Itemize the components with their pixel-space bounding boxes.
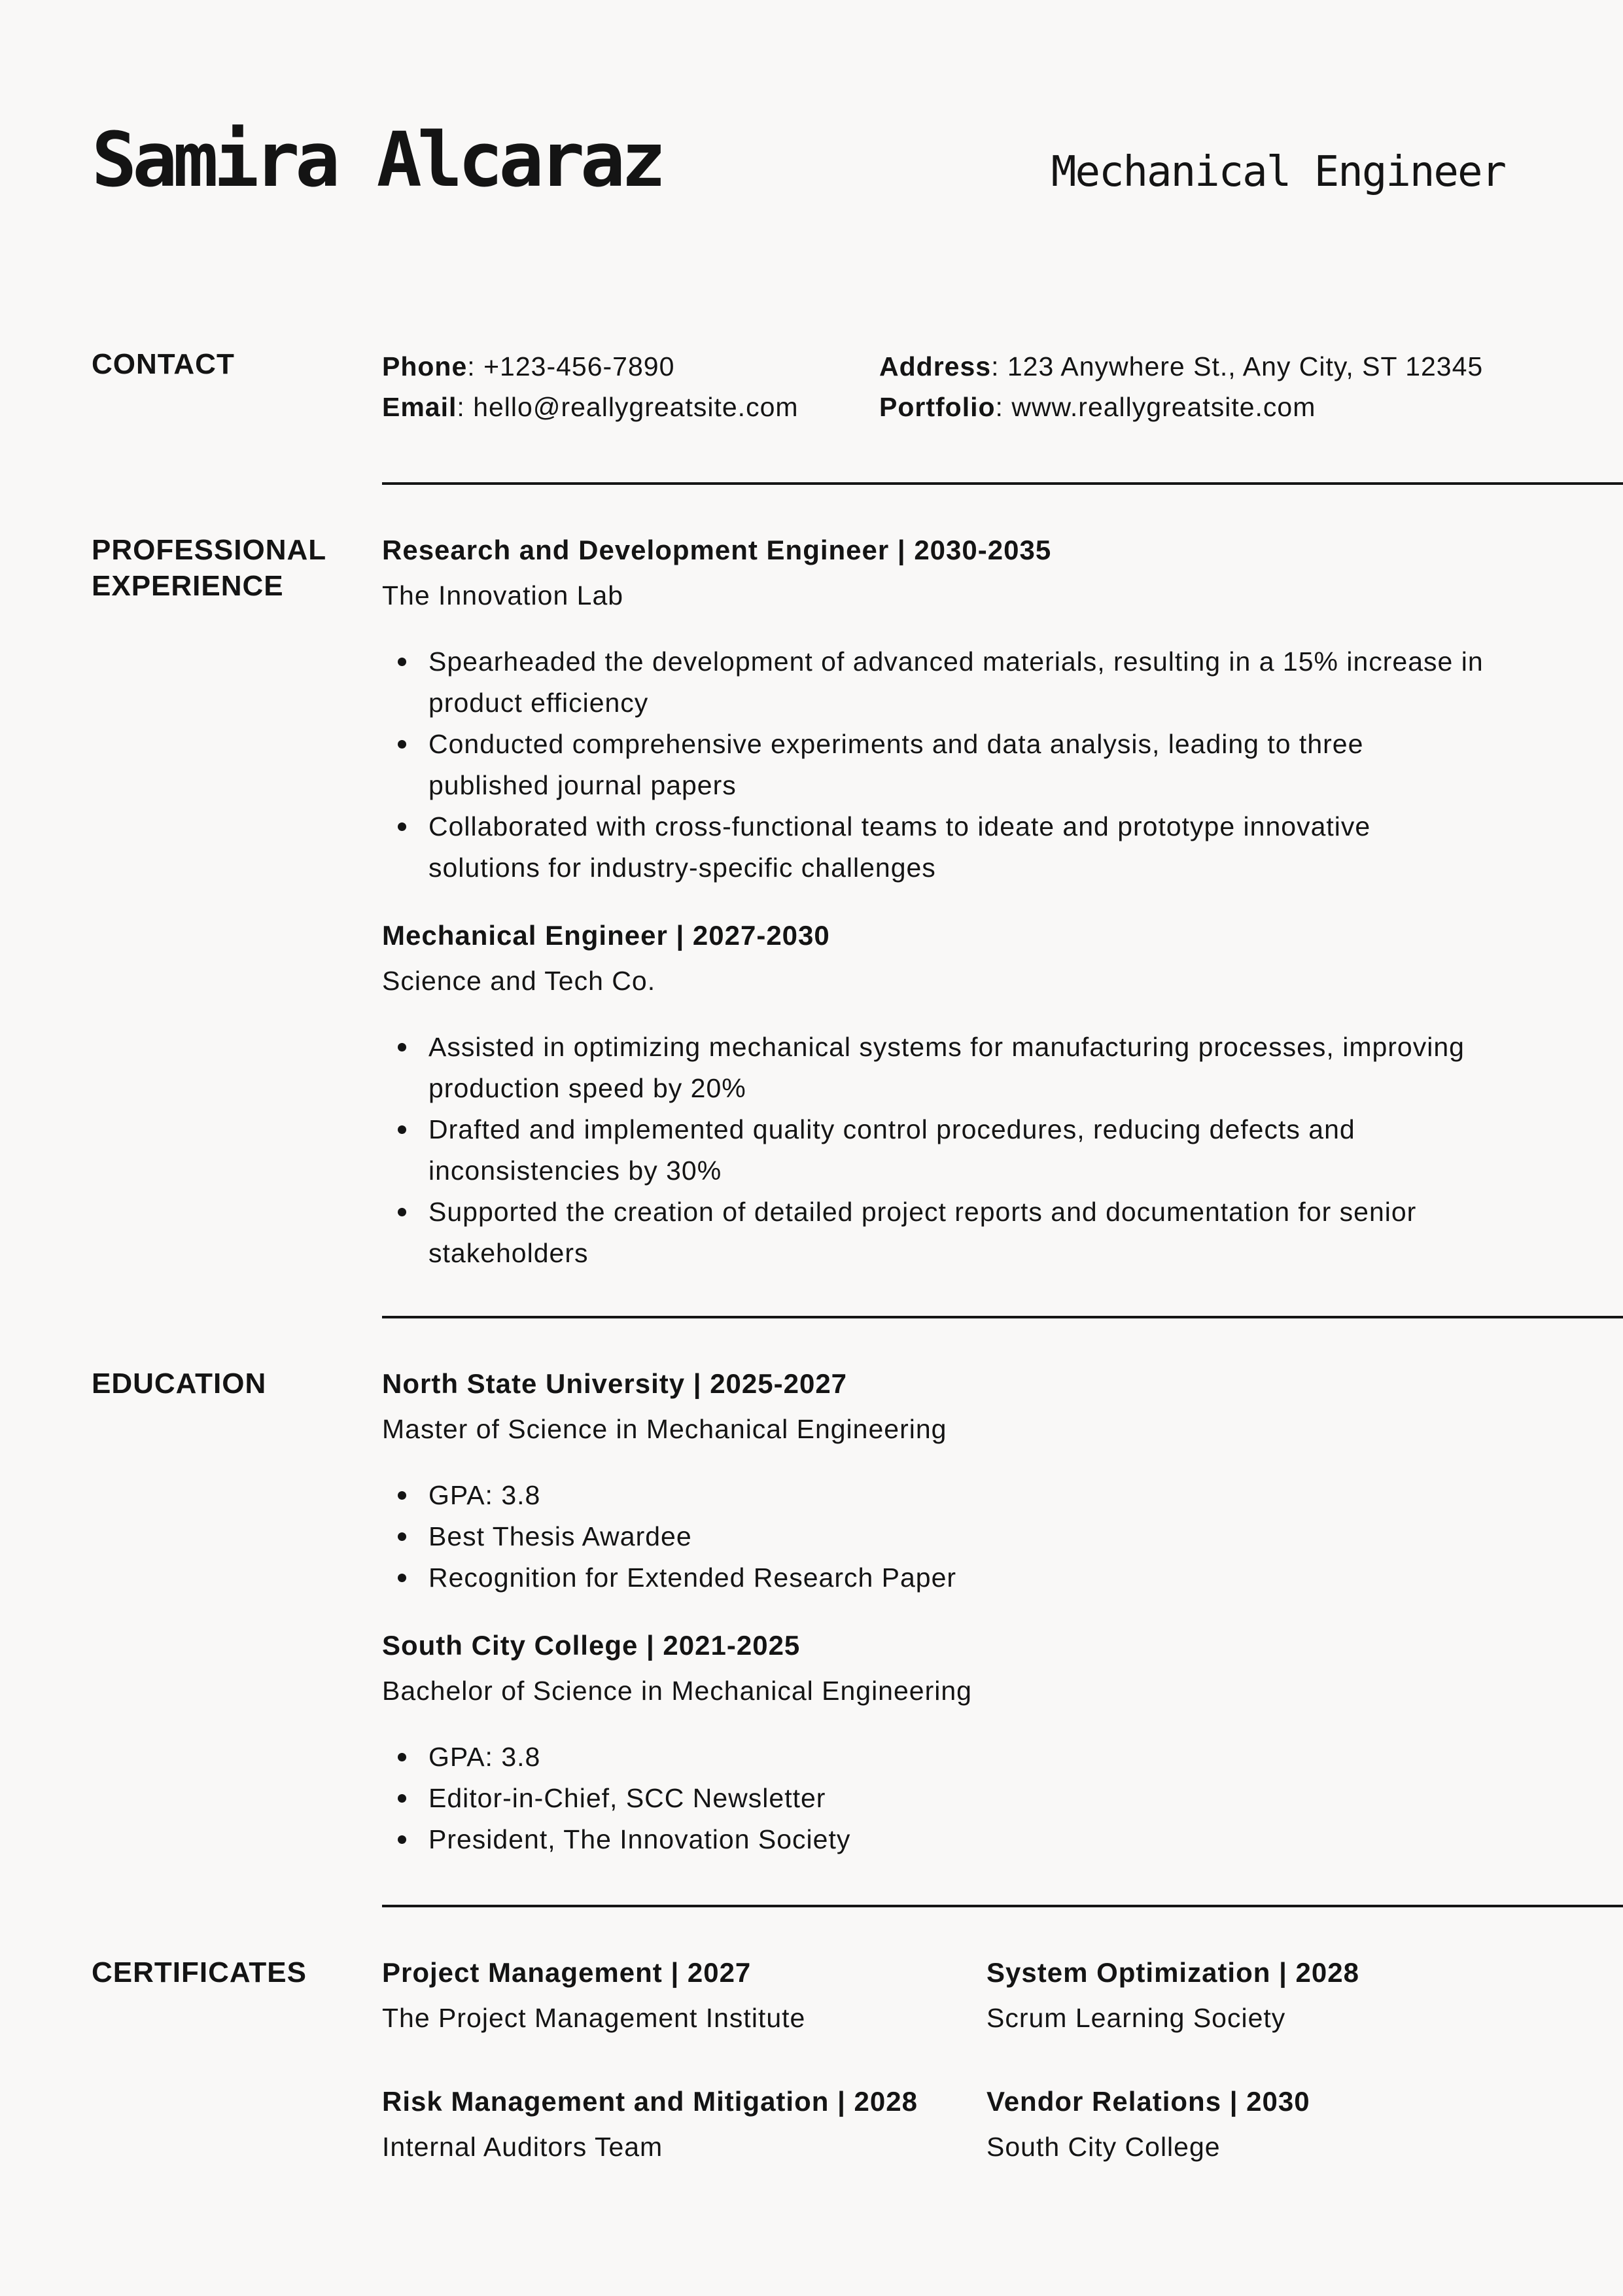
email-label: Email <box>382 392 457 422</box>
contact-column-2 <box>879 346 1623 427</box>
certificate-issuer: The Project Management Institute <box>382 2003 806 2033</box>
bullet-item: Drafted and implemented quality control procedures, reducing defects and inconsistencies by 30% <box>428 1109 1488 1192</box>
divider <box>382 482 1623 485</box>
education-entries <box>382 1366 1623 1860</box>
certificate-issuer: South City College <box>986 2132 1221 2162</box>
experience-entry-title: Mechanical Engineer | 2027-2030 <box>382 920 830 951</box>
bullet-item: Assisted in optimizing mechanical systems for manufacturing processes, improving production speed by 20% <box>428 1027 1488 1109</box>
portfolio-value: www.reallygreatsite.com <box>1011 392 1316 422</box>
bullet-item: Best Thesis Awardee <box>428 1516 1488 1557</box>
certificate-entry <box>382 1954 986 2036</box>
certificate-issuer: Internal Auditors Team <box>382 2132 663 2162</box>
bullet-item: Conducted comprehensive experiments and data analysis, leading to three published journal papers <box>428 724 1488 806</box>
education-bullet-list <box>382 1475 1488 1598</box>
divider <box>382 1316 1623 1318</box>
header <box>92 116 1623 204</box>
certificate-entry <box>986 2083 1623 2165</box>
separator: : <box>991 351 1000 381</box>
portfolio-label: Portfolio <box>879 392 996 422</box>
education-entry-title: North State University | 2025-2027 <box>382 1368 848 1399</box>
certificates-grid <box>382 1954 1623 2165</box>
bullet-item: GPA: 3.8 <box>428 1737 1488 1778</box>
bullet-item: GPA: 3.8 <box>428 1475 1488 1516</box>
education-entry-degree: Master of Science in Mechanical Engineering <box>382 1414 947 1444</box>
contact-grid <box>382 346 1623 427</box>
experience-entries <box>382 532 1623 1274</box>
contact-field-address <box>879 346 1623 387</box>
experience-section-label: PROFESSIONAL EXPERIENCE <box>92 534 326 602</box>
phone-value: +123-456-7890 <box>483 351 675 381</box>
experience-entry-company: The Innovation Lab <box>382 580 624 610</box>
certificates-section <box>92 1954 1623 2165</box>
education-entry-title: South City College | 2021-2025 <box>382 1630 801 1661</box>
bullet-item: Supported the creation of detailed project reports and documentation for senior stakeholders <box>428 1192 1488 1274</box>
contact-column-1 <box>382 346 879 427</box>
bullet-item: Editor-in-Chief, SCC Newsletter <box>428 1778 1488 1819</box>
certificate-entry <box>986 1954 1623 2036</box>
education-entry <box>382 1366 1623 1598</box>
certificate-title: Risk Management and Mitigation | 2028 <box>382 2086 918 2117</box>
bullet-item: Spearheaded the development of advanced materials, resulting in a 15% increase in product efficiency <box>428 641 1488 724</box>
contact-field-portfolio <box>879 387 1623 427</box>
experience-entry <box>382 532 1623 889</box>
education-entry <box>382 1627 1623 1860</box>
contact-field-phone <box>382 346 879 387</box>
person-job-title: Mechanical Engineer <box>1051 148 1505 196</box>
bullet-item: President, The Innovation Society <box>428 1819 1488 1860</box>
separator: : <box>457 392 465 422</box>
contact-field-email <box>382 387 879 427</box>
bullet-item: Recognition for Extended Research Paper <box>428 1557 1488 1598</box>
bullet-item: Collaborated with cross-functional teams to ideate and prototype innovative solutions for industry-specific challenges <box>428 806 1488 889</box>
person-name: Samira Alcaraz <box>92 116 662 204</box>
education-entry-degree: Bachelor of Science in Mechanical Engineering <box>382 1676 972 1706</box>
divider <box>382 1905 1623 1907</box>
contact-section-label: CONTACT <box>92 348 235 380</box>
separator: : <box>467 351 476 381</box>
email-value: hello@reallygreatsite.com <box>473 392 799 422</box>
education-section-label: EDUCATION <box>92 1368 267 1400</box>
phone-label: Phone <box>382 351 468 381</box>
experience-bullet-list <box>382 641 1488 889</box>
certificate-issuer: Scrum Learning Society <box>986 2003 1286 2033</box>
education-bullet-list <box>382 1737 1488 1860</box>
experience-entry-title: Research and Development Engineer | 2030-2035 <box>382 535 1052 565</box>
experience-entry <box>382 917 1623 1274</box>
experience-entry-company: Science and Tech Co. <box>382 966 656 996</box>
experience-section <box>92 532 1623 1274</box>
education-section <box>92 1366 1623 1860</box>
contact-section <box>92 346 1623 427</box>
certificate-title: Vendor Relations | 2030 <box>986 2086 1310 2117</box>
experience-bullet-list <box>382 1027 1488 1274</box>
certificate-title: System Optimization | 2028 <box>986 1957 1359 1988</box>
address-label: Address <box>879 351 992 381</box>
certificates-section-label: CERTIFICATES <box>92 1956 307 1988</box>
separator: : <box>995 392 1003 422</box>
certificate-entry <box>382 2083 986 2165</box>
certificate-title: Project Management | 2027 <box>382 1957 752 1988</box>
address-value: 123 Anywhere St., Any City, ST 12345 <box>1007 351 1484 381</box>
